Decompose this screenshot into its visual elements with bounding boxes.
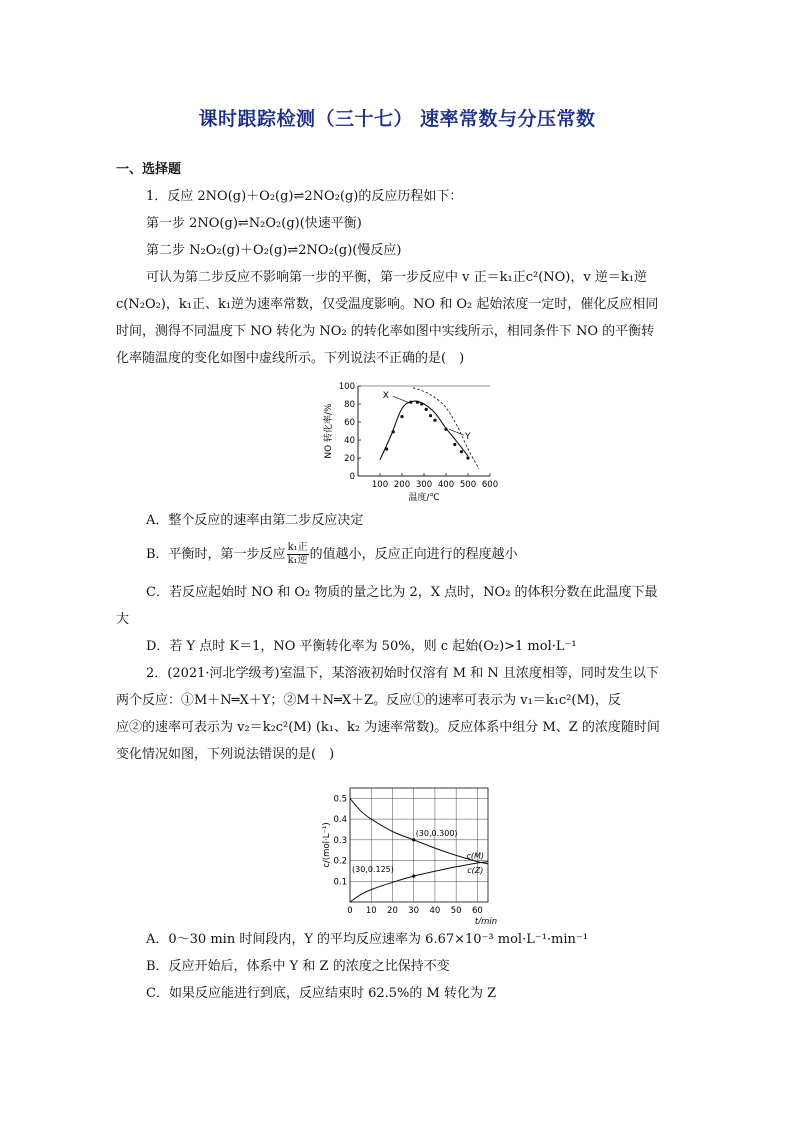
x-tick-label: 0: [347, 906, 353, 916]
y-tick-label: 40: [344, 436, 355, 446]
data-point: [460, 450, 463, 453]
data-point: [385, 447, 388, 450]
page-title: 课时跟踪检测（三十七） 速率常数与分压常数: [198, 108, 596, 130]
x-tick-label: 50: [450, 906, 462, 916]
x-tick-label: 200: [393, 480, 411, 490]
annotation-point: [412, 874, 415, 877]
q1-para: 化率随温度的变化如图中虚线所示。下列说法不正确的是( ): [116, 351, 465, 366]
x-tick-label: 10: [365, 906, 377, 916]
q2-stem: 2．(2021·河北学级考)室温下，某溶液初始时仅溶有 M 和 N 且浓度相等，同时发生以下: [146, 666, 659, 681]
data-point: [429, 414, 432, 417]
y-tick-label: 0: [349, 472, 355, 482]
section-heading: 一、选择题: [116, 162, 182, 177]
annotation-point: [412, 838, 415, 841]
fraction-numerator: k₁正: [287, 542, 308, 553]
q2-stem: 两个反应：①M＋N═X＋Y；②M＋N═X＋Z。反应①的速率可表示为 v₁＝k₁c²(M)，反: [116, 693, 621, 708]
plot-frame: [350, 788, 488, 902]
x-tick-label: 40: [429, 906, 441, 916]
y-tick-label: 20: [344, 454, 355, 464]
x-tick-label: 100: [371, 480, 389, 490]
pointer-line: [393, 396, 408, 402]
data-point: [425, 408, 428, 411]
y-tick-label: 0.3: [333, 835, 347, 846]
x-tick-label: 30: [408, 906, 420, 916]
y-tick-label: 0.2: [333, 856, 347, 867]
x-tick-label: 400: [437, 480, 455, 490]
q2-stem: 变化情况如图，下列说法错误的是( ): [116, 747, 335, 762]
x-tick-label: 300: [415, 480, 433, 490]
q1-option-b: [146, 540, 686, 570]
q2-option-b: B．反应开始后，体系中 Y 和 Z 的浓度之比保持不变: [146, 959, 450, 974]
series-label-m: c(M): [466, 851, 485, 861]
x-axis-label: 温度/℃: [408, 493, 440, 502]
y-tick-label: 100: [338, 382, 355, 392]
q1-step2: 第二步 N₂O₂(g)＋O₂(g)⇌2NO₂(g)(慢反应): [146, 243, 402, 258]
data-point: [444, 428, 447, 431]
q1-option-b-pre: B．平衡时，第一步反应: [146, 547, 286, 562]
q1-step1: 第一步 2NO(g)⇌N₂O₂(g)(快速平衡): [146, 216, 362, 231]
chart-concentration-time: [318, 782, 512, 924]
y-tick-label: 0.4: [333, 815, 347, 826]
q1-stem: 1．反应 2NO(g)＋O₂(g)⇌2NO₂(g)的反应历程如下：: [146, 189, 463, 204]
data-point: [416, 401, 419, 404]
annotation-label: (30,0.125): [352, 865, 394, 875]
y-tick-label: 0.1: [333, 877, 347, 888]
fraction: [287, 542, 309, 567]
q1-option-a: A．整个反应的速率由第二步反应决定: [146, 513, 364, 528]
x-tick-label: 60: [471, 906, 483, 916]
data-point: [409, 401, 412, 404]
q1-para: 可认为第二步反应不影响第一步的平衡，第一步反应中 v 正＝k₁正c²(NO)，v 逆＝k₁逆: [146, 270, 647, 285]
y-tick-label: 0.5: [333, 794, 347, 805]
q1-option-c: C．若反应起始时 NO 和 O₂ 物质的量之比为 2，X 点时，NO₂ 的体积分数在此温度下最: [146, 585, 658, 600]
y-tick-label: 80: [344, 400, 355, 410]
q2-option-a: A．0～30 min 时间段内，Y 的平均反应速率为 6.67×10⁻³ mol·L⁻¹·min⁻¹: [146, 932, 588, 947]
data-point: [433, 419, 436, 422]
x-tick-label: 500: [459, 480, 477, 490]
y-axis-label: NO 转化率/%: [324, 403, 334, 459]
data-point: [400, 415, 403, 418]
q1-option-c-cont: 大: [116, 612, 130, 627]
q1-option-d: D．若 Y 点时 K＝1，NO 平衡转化率为 50%，则 c 起始(O₂)>1 mol·L⁻¹: [146, 639, 577, 654]
x-tick-label: 20: [387, 906, 398, 916]
q1-para: c(N₂O₂)，k₁正、k₁逆为速率常数，仅受温度影响。NO 和 O₂ 起始浓度一定时，催化反应相同: [116, 297, 659, 312]
y-tick-label: 60: [344, 418, 355, 428]
series-label-z: c(Z): [467, 866, 484, 876]
data-point: [420, 402, 423, 405]
q1-option-b-post: 的值越小，反应正向进行的程度越小: [309, 547, 518, 562]
y-axis-label: c/(mol·L⁻¹): [322, 822, 332, 868]
point-label-x: X: [382, 391, 389, 402]
q2-option-c: C．如果反应能进行到底，反应结束时 62.5%的 M 转化为 Z: [146, 986, 497, 1001]
q2-stem: 应②的速率可表示为 v₂＝k₂c²(M) (k₁、k₂ 为速率常数)。反应体系中组分 M、Z 的浓度随时间: [116, 720, 660, 735]
x-axis-label: t/min: [474, 917, 498, 924]
point-label-y: Y: [465, 432, 471, 443]
annotation-label: (30,0.300): [415, 828, 458, 838]
q1-para: 时间，测得不同温度下 NO 转化为 NO₂ 的转化率如图中实线所示，相同条件下 NO 的平衡转: [116, 324, 655, 339]
fraction-denominator: k₁逆: [287, 555, 308, 566]
data-point: [392, 430, 395, 433]
data-point: [453, 443, 456, 446]
x-tick-label: 600: [481, 480, 499, 490]
chart-no-conversion: [318, 378, 508, 502]
data-point: [466, 456, 469, 459]
